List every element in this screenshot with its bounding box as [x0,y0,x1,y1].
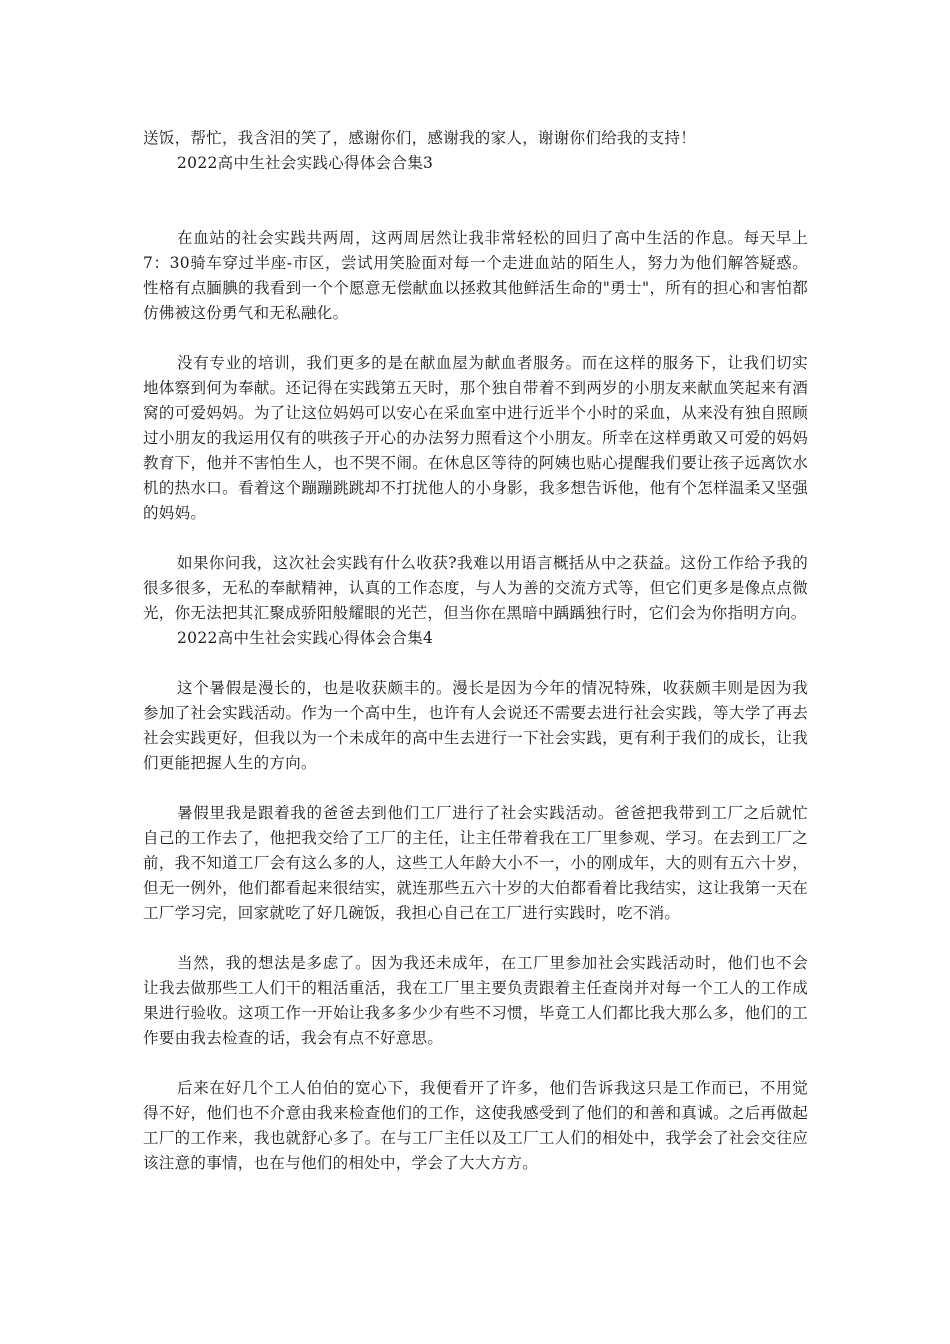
section-4-paragraph-2: 暑假里我是跟着我的爸爸去到他们工厂进行了社会实践活动。爸爸把我带到工厂之后就忙自己的工作去了，他把我交给了工厂的主任，让主任带着我在工厂里参观、学习。在去到工厂之前，我不知道工厂会有这么多的人，这些工人年龄大小不一，小的刚成年，大的则有五六十岁，但无一例外，他们都看起来很结实，就连那些五六十岁的大伯都看着比我结实，这让我第一天在工厂学习完，回家就吃了好几碗饭，我担心自己在工厂进行实践时，吃不消。 [143,804,808,922]
section-3-title: 2022高中生社会实践心得体会合集3 [177,154,434,172]
paragraph-gap [143,776,808,801]
section-3-paragraph-2: 没有专业的培训，我们更多的是在献血屋为献血者服务。而在这样的服务下，让我们切实地体察到何为奉献。还记得在实践第五天时，那个独自带着不到两岁的小朋友来献血笑起来有酒窝的可爱妈妈。为了让这位妈妈可以安心在采血室中进行近半个小时的采血，从来没有独自照顾过小朋友的我运用仅有的哄孩子开心的办法努力照看这个小朋友。所幸在这样勇敢又可爱的妈妈教育下，他并不害怕生人，也不哭不闹。在休息区等待的阿姨也贴心提醒我们要让孩子远离饮水机的热水口。看着这个蹦蹦跳跳却不打扰他人的小身影，我多想告诉他，他有个怎样温柔又坚强的妈妈。 [143,354,808,522]
paragraph-gap [143,1051,808,1076]
section-3-paragraph-3: 如果你问我，这次社会实践有什么收获?我难以用语言概括从中之获益。这份工作给予我的很多很多，无私的奉献精神，认真的工作态度，与人为善的交流方式等，但它们更多是像点点微光，你无法把其汇聚成骄阳般耀眼的光芒，但当你在黑暗中踽踽独行时，它们会为你指明方向。 [143,554,808,622]
paragraph-gap [143,651,808,676]
paragraph-gap [143,326,808,351]
section-4-title: 2022高中生社会实践心得体会合集4 [177,629,434,647]
paragraph-gap [143,176,808,201]
section-3-paragraph-1: 在血站的社会实践共两周，这两周居然让我非常轻松的回归了高中生活的作息。每天早上7：30骑车穿过半座-市区，尝试用笑脸面对每一个走进血站的陌生人，努力为他们解答疑惑。性格有点腼腆的我看到一个个愿意无偿献血以拯救其他鲜活生命的"勇士"，所有的担心和害怕都仿佛被这份勇气和无私融化。 [143,229,808,322]
paragraph-gap [143,201,808,226]
paragraph-gap [143,926,808,951]
section-4-paragraph-1: 这个暑假是漫长的，也是收获颇丰的。漫长是因为今年的情况特殊，收获颇丰则是因为我参加了社会实践活动。作为一个高中生，也许有人会说还不需要去进行社会实践，等大学了再去社会实践更好，但我以为一个未成年的高中生去进行一下社会实践，更有利于我们的成长，让我们更能把握人生的方向。 [143,679,808,772]
document-body [143,126,808,1176]
intro-line: 送饭，帮忙，我含泪的笑了，感谢你们，感谢我的家人，谢谢你们给我的支持！ [143,129,697,147]
section-4-paragraph-4: 后来在好几个工人伯伯的宽心下，我便看开了许多，他们告诉我这只是工作而已，不用觉得不好，他们也不介意由我来检查他们的工作，这使我感受到了他们的和善和真诚。之后再做起工厂的工作来，我也就舒心多了。在与工厂主任以及工厂工人们的相处中，我学会了社会交往应该注意的事情，也在与他们的相处中，学会了大大方方。 [143,1079,808,1172]
paragraph-gap [143,526,808,551]
section-4-paragraph-3: 当然，我的想法是多虑了。因为我还未成年，在工厂里参加社会实践活动时，他们也不会让我去做那些工人们干的粗活重活，我在工厂里主要负责跟着主任查岗并对每一个工人的工作成果进行验收。这项工作一开始让我多多少少有些不习惯，毕竟工人们都比我大那么多，他们的工作要由我去检查的话，我会有点不好意思。 [143,954,808,1047]
